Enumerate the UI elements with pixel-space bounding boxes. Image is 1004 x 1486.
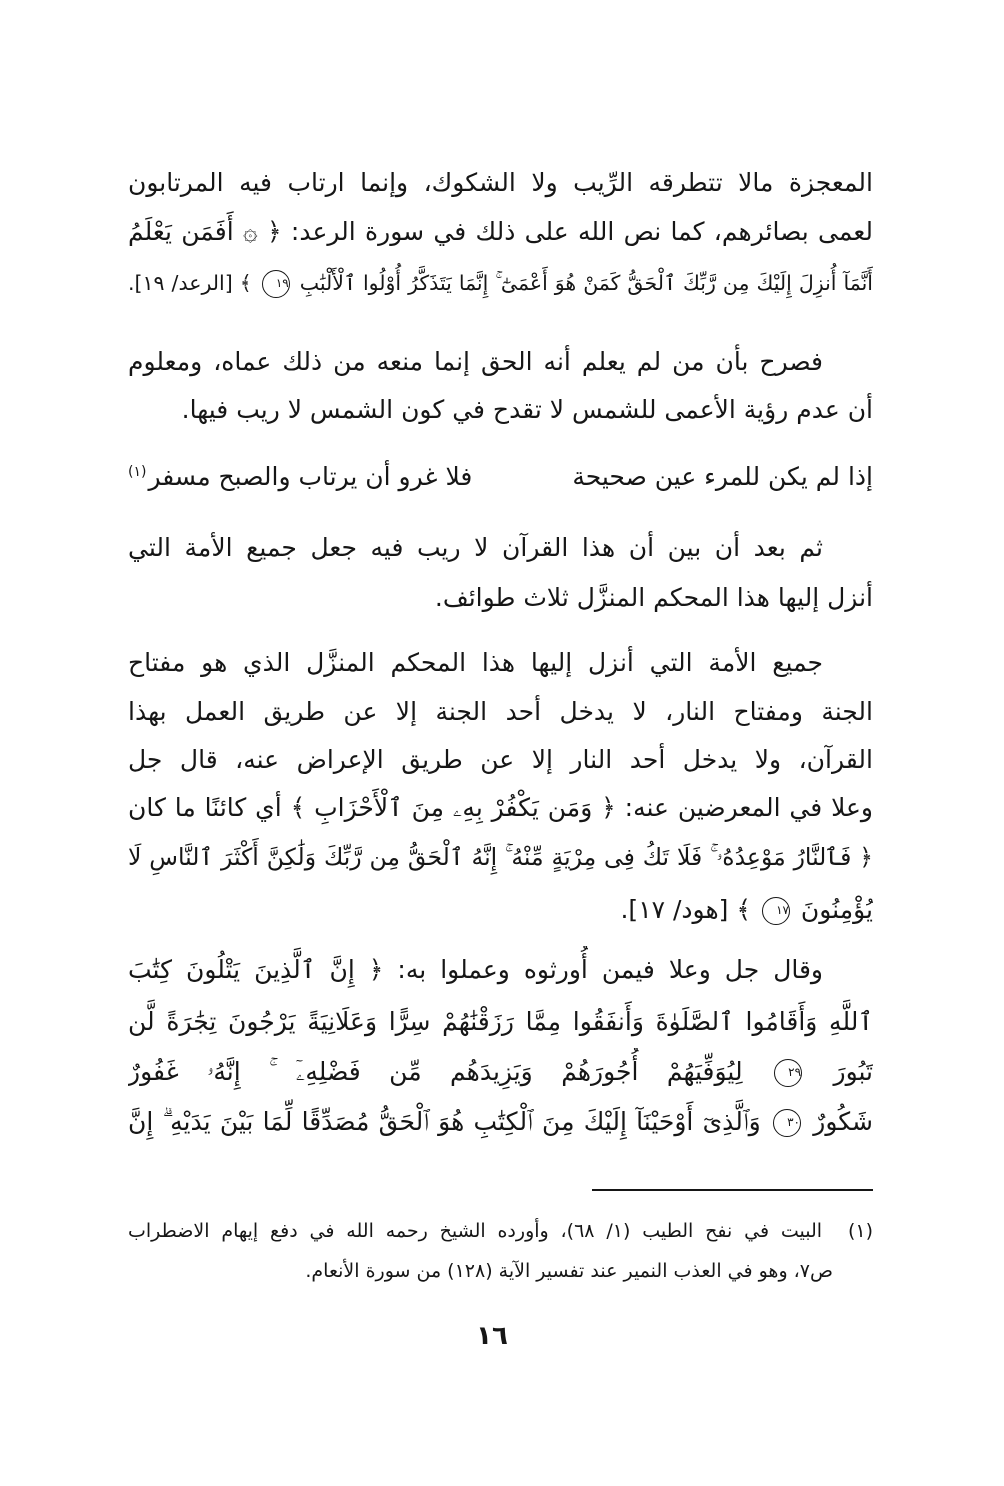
paragraph-4-line-5: ﴿ فَٱلنَّارُ مَوْعِدُهُۥ ۚ فَلَا تَكُ فِى مِرْيَةٍ مِّنْهُ ۚ إِنَّهُ ٱلْحَقُّ مِن رَّبِّكَ وَلَٰكِنَّ أَكْثَرَ ٱلنَّاسِ لَا bbox=[128, 843, 873, 871]
footnote-marker: (١) bbox=[847, 1220, 873, 1242]
paragraph-4-line-4: وعلا في المعرضين عنه: ﴿ وَمَن يَكْفُرْ بِهِۦ مِنَ ٱلْأَحْزَابِ ﴾ أي كائنًا ما كان bbox=[128, 793, 873, 822]
ayah-number-marker: ٣٠ bbox=[773, 1109, 801, 1137]
surah-reference: ﴾ [هود/ ١٧]. bbox=[620, 895, 751, 924]
ayah-number-marker: ٢٩ bbox=[774, 1059, 802, 1087]
quran-quote: وَٱلَّذِىٓ أَوْحَيْنَآ إِلَيْكَ مِنَ ٱلْكِتَٰبِ هُوَ ٱلْحَقُّ مُصَدِّقًا لِّمَا بَيْنَ يَدَيْهِ ۗ إِنَّ bbox=[128, 1107, 761, 1136]
paragraph-2-line-1: فصرح بأن من لم يعلم أنه الحق إنما منعه من ذلك عماه، ومعلوم bbox=[128, 347, 823, 376]
quran-quote: يُؤْمِنُونَ bbox=[800, 895, 873, 924]
paragraph-3-line-1: ثم بعد أن بين أن هذا القرآن لا ريب فيه جعل جميع الأمة التي bbox=[128, 533, 823, 562]
poem-second-hemistich: فلا غرو أن يرتاب والصبح مسفر bbox=[148, 462, 473, 491]
poem-second-hemistich-wrap bbox=[128, 453, 472, 501]
ayah-number-marker: ١٧ bbox=[762, 897, 790, 925]
paragraph-1-line-1: المعجزة مالا تتطرقه الرِّيب ولا الشكوك، وإنما ارتاب فيه المرتابون bbox=[128, 168, 873, 197]
paragraph-1-line-2: لعمى بصائرهم، كما نص الله على ذلك في سورة الرعد: ﴿ ۞ أَفَمَن يَعْلَمُ bbox=[128, 217, 873, 246]
footnote-text: البيت في نفح الطيب (١/ ٦٨)، وأورده الشيخ رحمه الله في دفع إيهام الاضطراب bbox=[128, 1220, 823, 1242]
paragraph-5-line-3 bbox=[128, 1048, 873, 1096]
paragraph-4-line-3: القرآن، ولا يدخل أحد النار إلا عن طريق الإعراض عنه، قال جل bbox=[128, 745, 873, 774]
paragraph-4-line-1: جميع الأمة التي أنزل إليها هذا المحكم المنزَّل الذي هو مفتاح bbox=[128, 648, 823, 677]
paragraph-3-line-2: أنزل إليها هذا المحكم المنزَّل ثلاث طوائف. bbox=[434, 583, 873, 612]
surah-reference: ﴾ [الرعد/ ١٩]. bbox=[128, 271, 252, 295]
paragraph-4-line-6 bbox=[128, 886, 873, 934]
ayah-number-marker: ١٩ bbox=[262, 270, 290, 298]
page-number: ١٦ bbox=[476, 1321, 508, 1351]
quran-quote: تَبُورَ bbox=[833, 1057, 873, 1086]
quran-quote: أَنَّمَآ أُنزِلَ إِلَيْكَ مِن رَّبِّكَ ٱلْحَقُّ كَمَنْ هُوَ أَعْمَىٰٓ ۚ إِنَّمَا يَتَذَكَّرُ أُوْلُوا ٱلْأَلْبَٰبِ bbox=[299, 271, 873, 295]
poem-first-hemistich: إذا لم يكن للمرء عين صحيحة bbox=[572, 462, 873, 491]
footnote-line-1 bbox=[128, 1213, 873, 1249]
poem-verse bbox=[128, 453, 873, 501]
paragraph-1-line-3 bbox=[128, 259, 873, 307]
footnote-reference: (١) bbox=[128, 463, 147, 480]
paragraph-5-line-4 bbox=[128, 1098, 873, 1146]
paragraph-5-line-1: وقال جل وعلا فيمن أُورثوه وعملوا به: ﴿ إِنَّ ٱلَّذِينَ يَتْلُونَ كِتَٰبَ bbox=[128, 955, 823, 984]
footnote-line-2: ص٧، وهو في العذب النمير عند تفسير الآية (١٢٨) من سورة الأنعام. bbox=[305, 1260, 833, 1282]
quran-quote: شَكُورٌ bbox=[813, 1107, 873, 1136]
paragraph-2-line-2: أن عدم رؤية الأعمى للشمس لا تقدح في كون الشمس لا ريب فيها. bbox=[181, 395, 873, 424]
footnote-separator bbox=[592, 1189, 873, 1191]
paragraph-5-line-2: ٱللَّهِ وَأَقَامُوا ٱلصَّلَوٰةَ وَأَنفَقُوا مِمَّا رَزَقْنَٰهُمْ سِرًّا وَعَلَانِيَةً يَرْجُونَ تِجَٰرَةً لَّن bbox=[128, 1007, 873, 1036]
quran-quote: لِيُوَفِّيَهُمْ أُجُورَهُمْ وَيَزِيدَهُم مِّن فَضْلِهِۦٓ ۚ إِنَّهُۥ غَفُورٌ bbox=[128, 1057, 743, 1086]
paragraph-4-line-2: الجنة ومفتاح النار، لا يدخل أحد الجنة إلا عن طريق العمل بهذا bbox=[128, 697, 873, 726]
